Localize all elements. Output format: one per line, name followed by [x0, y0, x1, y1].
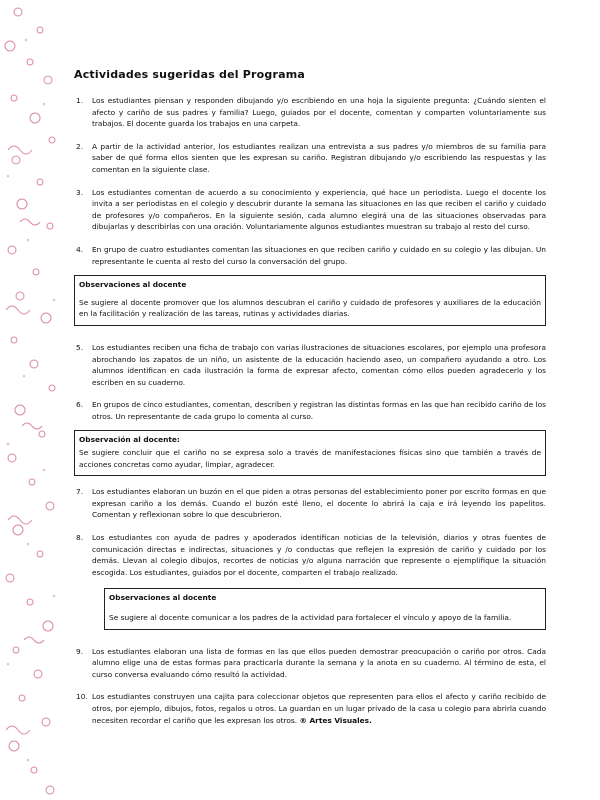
activity-item — [74, 646, 546, 681]
activity-item — [74, 95, 546, 130]
note-title: Observaciones al docente — [79, 280, 187, 290]
item-text: Los estudiantes comentan de acuerdo a su conocimiento y experiencia, qué hace un periodista. Luego el docente los invita a ser periodistas en el colegio y descubrir durante la semana las situaciones en las que reciben el cariño y cuidado de profesores y/o compañeros. En la siguiente sesión, cada alumno elegirá una de las situaciones observadas para dibujarlas y describirlas con una oración. Voluntariamente algunos estudiantes muestran su trabajo al resto del curso. — [92, 187, 546, 232]
item-text: Los estudiantes reciben una ficha de trabajo con varias ilustraciones de situaciones escolares, por ejemplo una profesora abrochando los zapatos de un niño, un asistente de la educación haciendo aseo, un compañero ayudando a otro. Los alumnos identifican en cada ilustración la forma de expresar afecto, comentan cómo ellos pueden agradecerlo y los escriben en su cuaderno. — [92, 342, 546, 387]
item-number: 7. — [76, 487, 84, 497]
note-text: Se sugiere al docente comunicar a los padres de la actividad para fortalecer el vínculo y apoyo de la familia. — [109, 613, 512, 622]
activity-item — [74, 141, 546, 176]
item-text: Los estudiantes construyen una cajita para coleccionar objetos que representen para ellos el afecto y cariño recibido de otros, por ejemplo, dibujos, fotos, regalos u otros. La guardan en un lugar privado de la casa u colegio para abrirla cuando necesiten recordar el cariño que les expresan los otros. — [92, 692, 546, 725]
activity-item — [74, 486, 546, 521]
document-page — [74, 64, 546, 737]
item-number: 6. — [76, 400, 84, 410]
item-text: A partir de la actividad anterior, los estudiantes realizan una entrevista a sus padres y/o miembros de su familia para saber de qué forma ellos sienten que les expresan su cariño. Registran dibujando y/o escribiendo las respuestas y las comentan en la siguiente clase. — [92, 141, 546, 174]
subject-reference: ® Artes Visuales. — [299, 715, 372, 725]
item-text: Los estudiantes elaboran un buzón en el que piden a otras personas del establecimiento poner por escrito formas en que expresan cariño a los demás. Cuando el buzón esté lleno, el docente lo abrirá la caja e irá leyendo los papelitos. Comentan y reflexionan sobre lo que descubrieron. — [92, 487, 546, 520]
note-text: Se sugiere al docente promover que los alumnos descubran el cariño y cuidado de profesores y auxiliares de la educación en la facilitación y realización de las tareas, rutinas y actividades diarias. — [79, 297, 541, 319]
activity-item — [74, 244, 546, 267]
item-text: Los estudiantes elaboran una lista de formas en las que ellos pueden demostrar preocupación o cariño por otros. Cada alumno elige una de estas formas para practicarla durante la semana y la anota en su cuaderno. Al término de esta, el curso conversa evaluando cómo resultó la actividad. — [92, 646, 546, 679]
item-number: 10. — [76, 692, 88, 702]
note-title: Observación al docente: — [79, 435, 180, 445]
note-text: Se sugiere concluir que el cariño no se expresa solo a través de manifestaciones físicas sino que también a través de acciones concretas como ayudar, limpiar, agradecer. — [79, 448, 541, 469]
activity-item — [74, 399, 546, 422]
item-number: 5. — [76, 342, 84, 352]
item-number: 9. — [76, 646, 84, 656]
activity-item — [74, 532, 546, 578]
page-title: Actividades sugeridas del Programa — [74, 68, 305, 81]
item-text-wrap — [92, 691, 546, 726]
teacher-note-box — [104, 588, 546, 629]
note-title: Observaciones al docente — [109, 593, 217, 603]
item-number: 3. — [76, 187, 84, 197]
item-text: Los estudiantes con ayuda de padres y apoderados identifican noticias de la televisión, diarios y otras fuentes de comunicación directas e indirectas, situaciones y /o conductas que reflejen la expresión de cariño y cuidado por los demás. Llevan al colegio dibujos, recortes de noticias y/o alguna narración que represente o ejemplifique la situación escogida. Los estudiantes, guiados por el docente, comparten el trabajo realizado. — [92, 533, 546, 577]
item-text: Los estudiantes piensan y responden dibujando y/o escribiendo en una hoja la siguiente pregunta: ¿Cuándo sienten el afecto y cariño de sus padres y familia? Luego, guiados por el docente, comentan y comparten voluntariamente sus trabajos. El docente guarda los trabajos en una carpeta. — [92, 96, 546, 129]
activity-item — [74, 187, 546, 233]
item-text: En grupo de cuatro estudiantes comentan las situaciones en que reciben cariño y cuidado en su colegio y las dibujan. Un representante le cuenta al resto del curso la conversación del grupo. — [92, 244, 546, 266]
teacher-note-box — [74, 275, 546, 326]
teacher-note-box — [74, 430, 546, 476]
item-number: 1. — [76, 96, 84, 105]
decorative-border — [0, 0, 62, 800]
activity-item — [74, 342, 546, 388]
item-number: 2. — [76, 141, 84, 151]
activity-item — [74, 691, 546, 726]
item-text: En grupos de cinco estudiantes, comentan, describen y registran las distintas formas en las que han recibido cariño de los otros. Un representante de cada grupo lo comenta al curso. — [92, 400, 546, 421]
item-number: 4. — [76, 244, 84, 254]
item-number: 8. — [76, 533, 84, 543]
